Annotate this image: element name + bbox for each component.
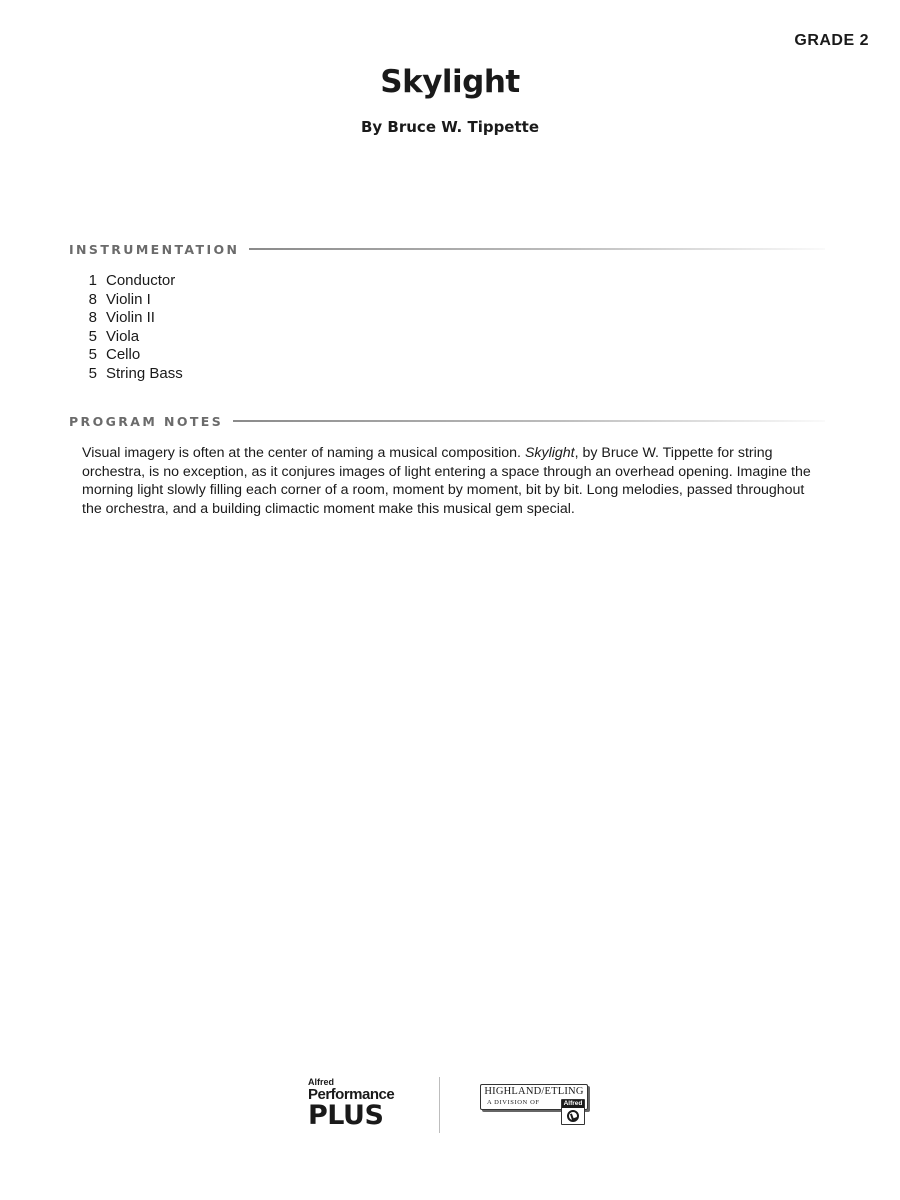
instrument-quantity: 5	[88, 327, 97, 345]
alfred-badge-icon	[561, 1099, 585, 1125]
footer-divider	[439, 1077, 440, 1133]
list-item	[82, 309, 183, 328]
instrument-name: String Bass	[106, 364, 183, 382]
instrumentation-heading-label: INSTRUMENTATION	[69, 241, 240, 257]
instrument-name: Cello	[106, 346, 141, 363]
logo-line2: PLUS	[308, 1100, 384, 1131]
instrument-quantity: 1	[88, 272, 97, 289]
section-rule	[233, 420, 825, 422]
list-item	[82, 328, 183, 347]
list-item	[82, 365, 183, 384]
program-notes-heading	[69, 412, 825, 430]
logo-publisher-name: HIGHLAND/ETLING	[484, 1086, 584, 1097]
alfred-badge-word: Alfred	[563, 1100, 583, 1107]
instrument-name: Viola	[106, 327, 140, 345]
notes-text-after: , by Bruce W. Tippette for string orchestra, is no exception, as it conjures images of light entering a space through an overhead opening. Imagine the morning light slowly filling each corner of a room, moment by moment, bit by bit. Long melodies, passed throughout the orchestra, and a building climactic moment make this musical gem special.	[82, 445, 811, 517]
notes-text-before: Visual imagery is often at the center of naming a musical composition.	[82, 445, 525, 461]
composer-credit: By Bruce W. Tippette	[360, 118, 539, 136]
list-item	[82, 272, 183, 291]
list-item	[82, 291, 183, 310]
grade-label: GRADE 2	[794, 32, 869, 49]
section-rule	[249, 248, 825, 250]
program-notes-text	[82, 444, 827, 518]
instrument-name: Conductor	[106, 272, 176, 289]
logo-line1: Performance	[308, 1086, 395, 1103]
logo-publisher-subtitle: A DIVISION OF	[487, 1099, 540, 1106]
instrument-quantity: 5	[88, 364, 97, 382]
list-item	[82, 346, 183, 365]
program-notes-heading-label: PROGRAM NOTES	[69, 413, 224, 429]
notes-italic-title: Skylight	[524, 445, 575, 461]
instrument-name: Violin II	[106, 309, 155, 326]
instrument-name: Violin I	[106, 290, 151, 308]
instrumentation-list	[82, 272, 183, 383]
alfred-performance-plus-logo	[308, 1077, 408, 1129]
alfred-mark-icon	[567, 1110, 579, 1122]
page-title: Skylight	[380, 64, 520, 100]
logo-brand: Alfred	[308, 1077, 335, 1087]
instrumentation-heading	[69, 240, 825, 258]
instrument-quantity: 5	[88, 346, 97, 363]
instrument-quantity: 8	[88, 290, 97, 308]
instrument-quantity: 8	[88, 309, 97, 326]
footer-logos	[0, 1075, 900, 1135]
